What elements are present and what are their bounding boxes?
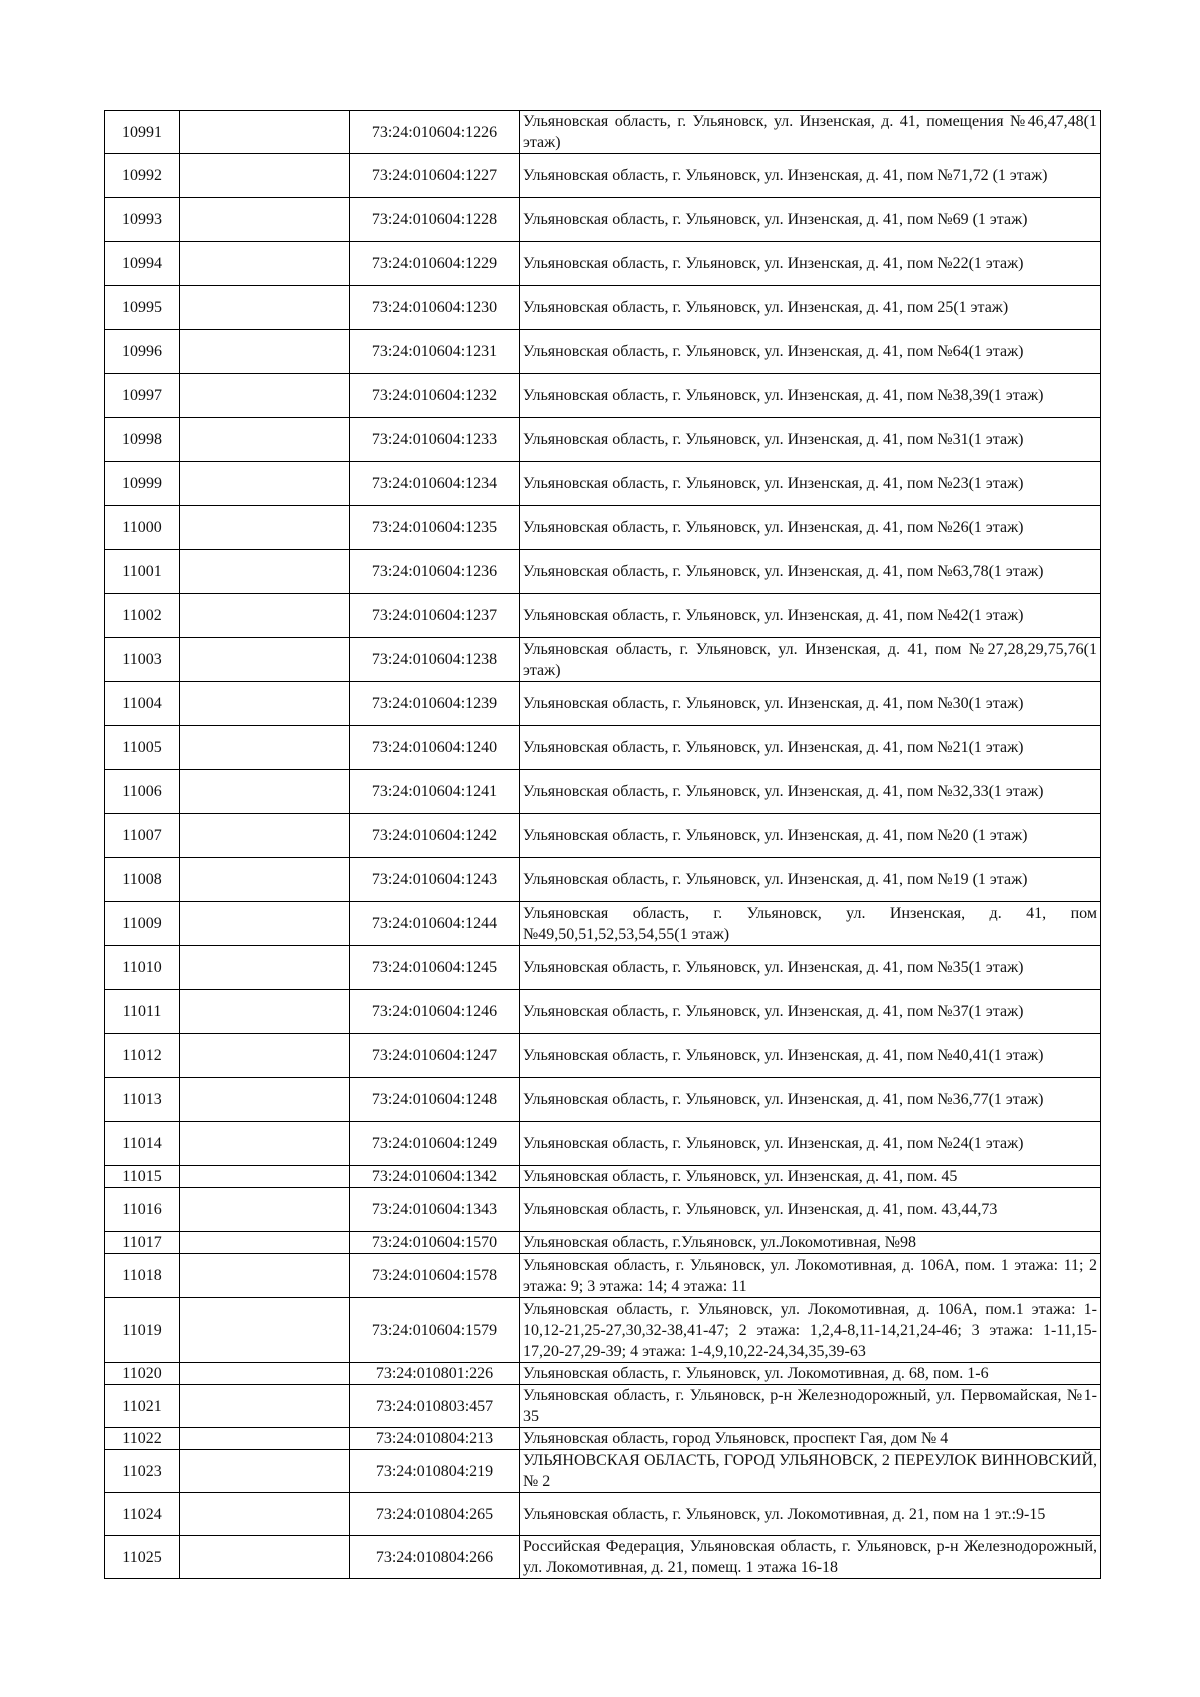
address: Ульяновская область, г. Ульяновск, ул. Локомотивная, д. 68, пом. 1-6	[520, 1363, 1101, 1385]
table-row	[105, 902, 1101, 946]
row-number: 11009	[105, 902, 180, 946]
row-number: 10993	[105, 198, 180, 242]
row-number: 10994	[105, 242, 180, 286]
row-number: 11005	[105, 726, 180, 770]
cadastral-number: 73:24:010604:1242	[350, 814, 520, 858]
row-number: 10999	[105, 462, 180, 506]
empty-cell	[180, 1188, 350, 1232]
row-number: 11021	[105, 1385, 180, 1428]
cadastral-number: 73:24:010604:1243	[350, 858, 520, 902]
address: Ульяновская область, г. Ульяновск, ул. Инзенская, д. 41, пом №63,78(1 этаж)	[520, 550, 1101, 594]
empty-cell	[180, 770, 350, 814]
row-number: 11023	[105, 1450, 180, 1493]
cadastral-number: 73:24:010604:1342	[350, 1166, 520, 1188]
cadastral-number: 73:24:010604:1231	[350, 330, 520, 374]
address: Ульяновская область, г. Ульяновск, ул. Локомотивная, д. 106А, пом.1 этажа: 1-10,12-21,25-27,30,32-38,41-47; 2 этажа: 1,2,4-8,11-14,21,24-46; 3 этажа: 1-11,15-17,20-27,29-39; 4 этажа: 1-4,9,10,22-24,34,35,39-63	[520, 1298, 1101, 1363]
address: Ульяновская область, г. Ульяновск, ул. Инзенская, д. 41, пом №21(1 этаж)	[520, 726, 1101, 770]
table-row	[105, 462, 1101, 506]
cadastral-number: 73:24:010604:1247	[350, 1034, 520, 1078]
table-row	[105, 1385, 1101, 1428]
table-row	[105, 198, 1101, 242]
row-number: 11019	[105, 1298, 180, 1363]
address: Ульяновская область, г. Ульяновск, ул. Локомотивная, д. 106А, пом. 1 этажа: 11; 2 этажа: 9; 3 этажа: 14; 4 этажа: 11	[520, 1254, 1101, 1298]
empty-cell	[180, 330, 350, 374]
empty-cell	[180, 902, 350, 946]
address: Ульяновская область, г. Ульяновск, ул. Инзенская, д. 41, пом №32,33(1 этаж)	[520, 770, 1101, 814]
address: Ульяновская область, г. Ульяновск, ул. Инзенская, д. 41, пом №64(1 этаж)	[520, 330, 1101, 374]
address: Ульяновская область, г. Ульяновск, ул. Инзенская, д. 41, пом №38,39(1 этаж)	[520, 374, 1101, 418]
address: УЛЬЯНОВСКАЯ ОБЛАСТЬ, ГОРОД УЛЬЯНОВСК, 2 ПЕРЕУЛОК ВИННОВСКИЙ, № 2	[520, 1450, 1101, 1493]
empty-cell	[180, 111, 350, 154]
address: Ульяновская область, г. Ульяновск, ул. Инзенская, д. 41, пом №31(1 этаж)	[520, 418, 1101, 462]
address: Ульяновская область, г. Ульяновск, ул. Инзенская, д. 41, пом. 43,44,73	[520, 1188, 1101, 1232]
cadastral-number: 73:24:010604:1232	[350, 374, 520, 418]
row-number: 11011	[105, 990, 180, 1034]
address: Ульяновская область, г. Ульяновск, ул. Инзенская, д. 41, пом №24(1 этаж)	[520, 1122, 1101, 1166]
empty-cell	[180, 374, 350, 418]
empty-cell	[180, 1078, 350, 1122]
table-row	[105, 682, 1101, 726]
row-number: 11013	[105, 1078, 180, 1122]
address: Ульяновская область, г. Ульяновск, ул. Инзенская, д. 41, пом №71,72 (1 этаж)	[520, 154, 1101, 198]
empty-cell	[180, 198, 350, 242]
table-row	[105, 726, 1101, 770]
table-row	[105, 1298, 1101, 1363]
row-number: 10996	[105, 330, 180, 374]
cadastral-number: 73:24:010604:1579	[350, 1298, 520, 1363]
address: Ульяновская область, г. Ульяновск, ул. Инзенская, д. 41, пом №20 (1 этаж)	[520, 814, 1101, 858]
address: Ульяновская область, г.Ульяновск, ул.Локомотивная, №98	[520, 1232, 1101, 1254]
row-number: 11004	[105, 682, 180, 726]
address: Ульяновская область, г. Ульяновск, ул. Инзенская, д. 41, пом №36,77(1 этаж)	[520, 1078, 1101, 1122]
empty-cell	[180, 1122, 350, 1166]
row-number: 10998	[105, 418, 180, 462]
empty-cell	[180, 1536, 350, 1579]
cadastral-number: 73:24:010604:1241	[350, 770, 520, 814]
table-row	[105, 594, 1101, 638]
address: Ульяновская область, город Ульяновск, проспект Гая, дом № 4	[520, 1428, 1101, 1450]
table-row	[105, 418, 1101, 462]
cadastral-number: 73:24:010604:1343	[350, 1188, 520, 1232]
registry-table	[104, 110, 1101, 1579]
table-row	[105, 506, 1101, 550]
cadastral-number: 73:24:010604:1228	[350, 198, 520, 242]
row-number: 11012	[105, 1034, 180, 1078]
cadastral-number: 73:24:010604:1237	[350, 594, 520, 638]
address: Ульяновская область, г. Ульяновск, ул. Инзенская, д. 41, пом 25(1 этаж)	[520, 286, 1101, 330]
row-number: 11022	[105, 1428, 180, 1450]
cadastral-number: 73:24:010804:219	[350, 1450, 520, 1493]
row-number: 11025	[105, 1536, 180, 1579]
row-number: 10992	[105, 154, 180, 198]
cadastral-number: 73:24:010604:1229	[350, 242, 520, 286]
row-number: 11018	[105, 1254, 180, 1298]
table-row	[105, 638, 1101, 682]
cadastral-number: 73:24:010604:1246	[350, 990, 520, 1034]
empty-cell	[180, 242, 350, 286]
registry-table-body	[105, 111, 1101, 1579]
cadastral-number: 73:24:010604:1233	[350, 418, 520, 462]
row-number: 11003	[105, 638, 180, 682]
empty-cell	[180, 638, 350, 682]
row-number: 10991	[105, 111, 180, 154]
row-number: 11001	[105, 550, 180, 594]
row-number: 11017	[105, 1232, 180, 1254]
empty-cell	[180, 858, 350, 902]
table-row	[105, 1450, 1101, 1493]
table-row	[105, 1122, 1101, 1166]
address: Ульяновская область, г. Ульяновск, ул. Инзенская, д. 41, пом №69 (1 этаж)	[520, 198, 1101, 242]
address: Ульяновская область, г. Ульяновск, ул. Инзенская, д. 41, пом №35(1 этаж)	[520, 946, 1101, 990]
address: Ульяновская область, г. Ульяновск, ул. Инзенская, д. 41, пом №19 (1 этаж)	[520, 858, 1101, 902]
row-number: 10997	[105, 374, 180, 418]
empty-cell	[180, 1493, 350, 1536]
empty-cell	[180, 1450, 350, 1493]
row-number: 11006	[105, 770, 180, 814]
empty-cell	[180, 946, 350, 990]
table-row	[105, 1428, 1101, 1450]
address: Ульяновская область, г. Ульяновск, ул. Инзенская, д. 41, пом №22(1 этаж)	[520, 242, 1101, 286]
cadastral-number: 73:24:010801:226	[350, 1363, 520, 1385]
empty-cell	[180, 726, 350, 770]
empty-cell	[180, 1254, 350, 1298]
cadastral-number: 73:24:010604:1234	[350, 462, 520, 506]
table-row	[105, 1493, 1101, 1536]
empty-cell	[180, 550, 350, 594]
table-row	[105, 1034, 1101, 1078]
table-row	[105, 1078, 1101, 1122]
row-number: 11008	[105, 858, 180, 902]
empty-cell	[180, 1363, 350, 1385]
row-number: 11024	[105, 1493, 180, 1536]
cadastral-number: 73:24:010604:1238	[350, 638, 520, 682]
row-number: 11000	[105, 506, 180, 550]
address: Ульяновская область, г. Ульяновск, ул. Инзенская, д. 41, пом №40,41(1 этаж)	[520, 1034, 1101, 1078]
table-row	[105, 1363, 1101, 1385]
row-number: 11020	[105, 1363, 180, 1385]
cadastral-number: 73:24:010604:1226	[350, 111, 520, 154]
empty-cell	[180, 1034, 350, 1078]
table-row	[105, 111, 1101, 154]
empty-cell	[180, 1385, 350, 1428]
table-row	[105, 1254, 1101, 1298]
table-row	[105, 1232, 1101, 1254]
empty-cell	[180, 682, 350, 726]
cadastral-number: 73:24:010604:1245	[350, 946, 520, 990]
table-row	[105, 154, 1101, 198]
table-row	[105, 770, 1101, 814]
address: Ульяновская область, г. Ульяновск, ул. Инзенская, д. 41, пом №23(1 этаж)	[520, 462, 1101, 506]
cadastral-number: 73:24:010604:1248	[350, 1078, 520, 1122]
cadastral-number: 73:24:010804:265	[350, 1493, 520, 1536]
cadastral-number: 73:24:010604:1230	[350, 286, 520, 330]
address: Ульяновская область, г. Ульяновск, ул. Инзенская, д. 41, пом. 45	[520, 1166, 1101, 1188]
table-row	[105, 374, 1101, 418]
row-number: 11002	[105, 594, 180, 638]
cadastral-number: 73:24:010604:1244	[350, 902, 520, 946]
table-row	[105, 814, 1101, 858]
table-row	[105, 1166, 1101, 1188]
row-number: 10995	[105, 286, 180, 330]
address: Российская Федерация, Ульяновская область, г. Ульяновск, р-н Железнодорожный, ул. Локомотивная, д. 21, помещ. 1 этажа 16-18	[520, 1536, 1101, 1579]
row-number: 11016	[105, 1188, 180, 1232]
address: Ульяновская область, г. Ульяновск, ул. Инзенская, д. 41, пом №37(1 этаж)	[520, 990, 1101, 1034]
empty-cell	[180, 1428, 350, 1450]
table-row	[105, 946, 1101, 990]
empty-cell	[180, 594, 350, 638]
address: Ульяновская область, г. Ульяновск, ул. Инзенская, д. 41, помещения №46,47,48(1 этаж)	[520, 111, 1101, 154]
empty-cell	[180, 814, 350, 858]
empty-cell	[180, 990, 350, 1034]
address: Ульяновская область, г. Ульяновск, ул. Инзенская, д. 41, пом №27,28,29,75,76(1 этаж)	[520, 638, 1101, 682]
empty-cell	[180, 506, 350, 550]
empty-cell	[180, 286, 350, 330]
table-row	[105, 550, 1101, 594]
cadastral-number: 73:24:010604:1227	[350, 154, 520, 198]
address: Ульяновская область, г. Ульяновск, р-н Железнодорожный, ул. Первомайская, №1-35	[520, 1385, 1101, 1428]
empty-cell	[180, 1166, 350, 1188]
address: Ульяновская область, г. Ульяновск, ул. Локомотивная, д. 21, пом на 1 эт.:9-15	[520, 1493, 1101, 1536]
table-row	[105, 1188, 1101, 1232]
address: Ульяновская область, г. Ульяновск, ул. Инзенская, д. 41, пом №42(1 этаж)	[520, 594, 1101, 638]
cadastral-number: 73:24:010604:1235	[350, 506, 520, 550]
cadastral-number: 73:24:010803:457	[350, 1385, 520, 1428]
address: Ульяновская область, г. Ульяновск, ул. Инзенская, д. 41, пом №30(1 этаж)	[520, 682, 1101, 726]
table-row	[105, 330, 1101, 374]
address: Ульяновская область, г. Ульяновск, ул. Инзенская, д. 41, пом №49,50,51,52,53,54,55(1 этаж)	[520, 902, 1101, 946]
cadastral-number: 73:24:010604:1578	[350, 1254, 520, 1298]
table-row	[105, 242, 1101, 286]
empty-cell	[180, 418, 350, 462]
cadastral-number: 73:24:010604:1236	[350, 550, 520, 594]
empty-cell	[180, 1298, 350, 1363]
row-number: 11015	[105, 1166, 180, 1188]
empty-cell	[180, 462, 350, 506]
row-number: 11010	[105, 946, 180, 990]
row-number: 11014	[105, 1122, 180, 1166]
cadastral-number: 73:24:010604:1570	[350, 1232, 520, 1254]
table-row	[105, 286, 1101, 330]
cadastral-number: 73:24:010804:266	[350, 1536, 520, 1579]
cadastral-number: 73:24:010804:213	[350, 1428, 520, 1450]
address: Ульяновская область, г. Ульяновск, ул. Инзенская, д. 41, пом №26(1 этаж)	[520, 506, 1101, 550]
table-row	[105, 858, 1101, 902]
row-number: 11007	[105, 814, 180, 858]
table-row	[105, 990, 1101, 1034]
cadastral-number: 73:24:010604:1240	[350, 726, 520, 770]
empty-cell	[180, 154, 350, 198]
cadastral-number: 73:24:010604:1249	[350, 1122, 520, 1166]
cadastral-number: 73:24:010604:1239	[350, 682, 520, 726]
empty-cell	[180, 1232, 350, 1254]
table-row	[105, 1536, 1101, 1579]
